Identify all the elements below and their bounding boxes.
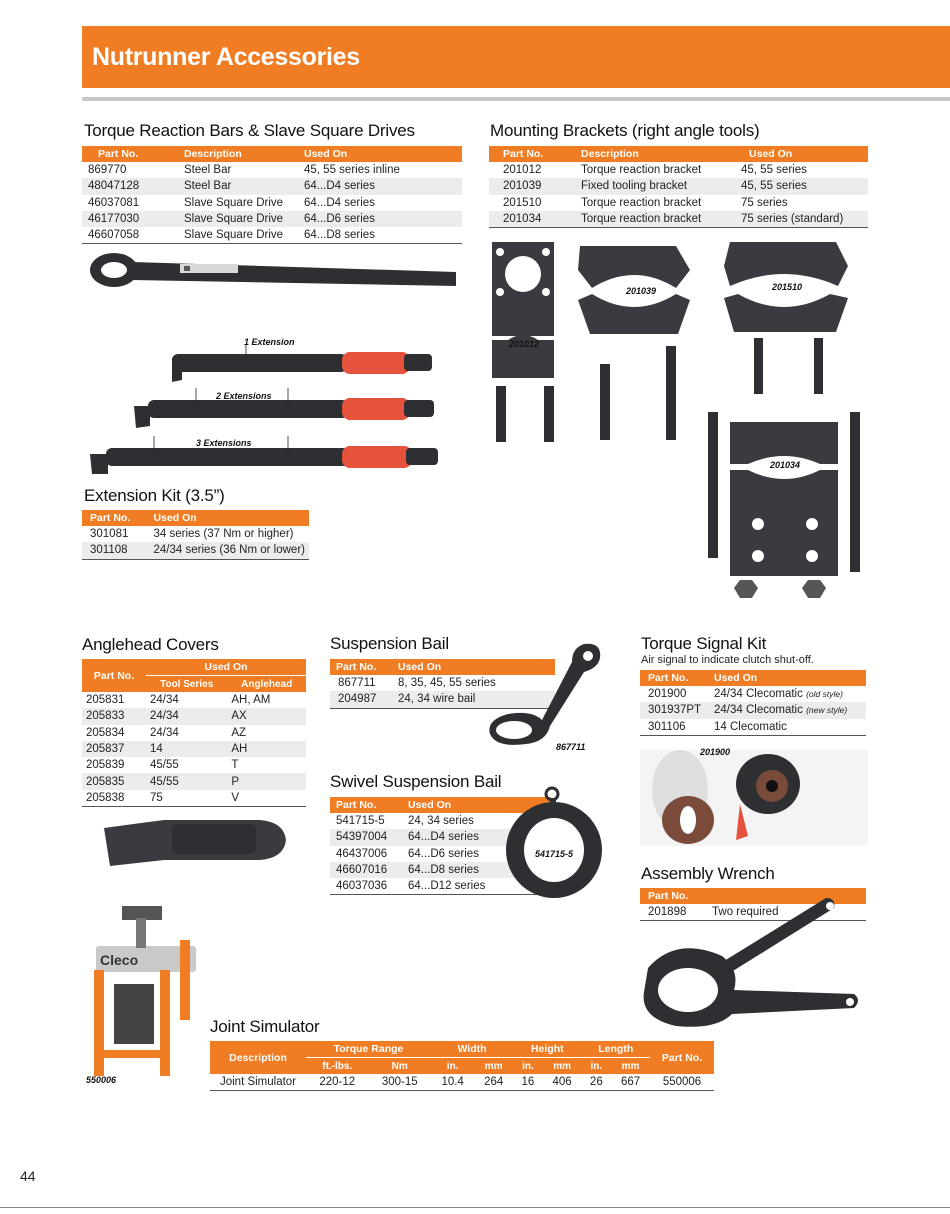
cell: AX	[227, 708, 306, 724]
cell: Joint Simulator	[219, 1076, 297, 1089]
cell	[710, 702, 866, 718]
cleco-logo: Cleco	[100, 952, 139, 968]
cell: 46037036	[336, 880, 388, 893]
cell	[710, 686, 866, 702]
suspension-bail-title: Suspension Bail	[330, 634, 449, 653]
style-note: (new style)	[806, 705, 848, 716]
table-row	[82, 211, 462, 227]
col-ftlbs: ft.-lbs.	[306, 1058, 368, 1075]
cell: 205833	[82, 708, 146, 724]
swivel-bail-title: Swivel Suspension Bail	[330, 772, 502, 791]
extensions-illustration	[86, 336, 456, 476]
label-201039: 201039	[626, 286, 657, 296]
torque-signal-illustration	[640, 744, 868, 848]
col-width-in: in.	[431, 1058, 474, 1075]
label-3-extensions: 3 Extensions	[196, 438, 252, 448]
label-201012: 201012	[509, 339, 540, 349]
table-row	[82, 790, 306, 807]
col-part-no: Part No.	[489, 146, 577, 162]
table-row	[640, 686, 866, 702]
cell: 24/34	[146, 708, 227, 724]
col-used-on: Used On	[300, 146, 462, 162]
col-height-mm: mm	[543, 1058, 582, 1075]
cell: 201900	[648, 688, 687, 701]
col-length-in: in.	[582, 1058, 612, 1075]
col-used-on: Used On	[710, 670, 866, 686]
cell: 46607016	[330, 862, 404, 878]
cell: 201039	[489, 178, 577, 194]
col-nm: Nm	[368, 1058, 430, 1075]
table-header-row	[82, 146, 462, 162]
cell: 541715-5	[336, 815, 385, 828]
table-row	[82, 741, 306, 757]
mounting-brackets-table	[489, 146, 868, 228]
cell: 46177030	[82, 211, 180, 227]
col-part-no: Part No.	[330, 797, 404, 813]
extension-kit-title: Extension Kit (3.5”)	[84, 486, 225, 505]
cell: 10.4	[441, 1076, 464, 1089]
used-on-text: 14 Clecomatic	[714, 720, 787, 733]
cell: 64...D8 series	[304, 229, 375, 242]
cell: 24/34 series (36 Nm or lower)	[150, 542, 309, 559]
cell: 46607058	[88, 229, 140, 242]
cell: 205837	[82, 741, 146, 757]
cell: 301108	[82, 542, 150, 559]
col-width: Width	[431, 1041, 513, 1058]
table-row	[210, 1074, 714, 1091]
label-541715-5: 541715-5	[535, 849, 574, 859]
joint-simulator-title: Joint Simulator	[210, 1017, 320, 1036]
cell: 201012	[503, 164, 542, 177]
brackets-illustration	[486, 236, 866, 606]
table-row	[82, 773, 306, 789]
cell: 26	[589, 1076, 603, 1089]
cell: 64...D12 series	[408, 880, 486, 893]
anglehead-covers-title: Anglehead Covers	[82, 635, 219, 654]
cell: P	[227, 773, 306, 789]
col-part-no: Part No.	[82, 510, 150, 526]
table-header-row	[210, 1041, 714, 1058]
cell: 75	[150, 791, 163, 804]
cell: 24/34	[150, 726, 179, 739]
table-row	[82, 526, 309, 542]
cell: 48047128	[82, 178, 180, 194]
page-number: 44	[20, 1168, 36, 1184]
cell: 64...D4 series	[300, 178, 462, 194]
col-used-on: Used On	[150, 510, 309, 526]
table-row	[82, 162, 462, 178]
col-part-no: Part No.	[640, 670, 710, 686]
cell: 64...D6 series	[408, 847, 479, 860]
cell: 667	[620, 1076, 641, 1089]
table-row	[489, 178, 868, 194]
cell: 300-15	[381, 1076, 418, 1089]
cell: Torque reaction bracket	[577, 211, 737, 228]
cell: 301106	[648, 720, 686, 733]
cell: 205834	[86, 726, 125, 739]
cell: Steel Bar	[184, 164, 232, 177]
col-height: Height	[513, 1041, 581, 1058]
col-height-in: in.	[513, 1058, 543, 1075]
table-row	[82, 757, 306, 773]
label-2-extensions: 2 Extensions	[216, 391, 272, 401]
table-header-row	[489, 146, 868, 162]
col-description: Description	[180, 146, 300, 162]
banner-divider	[82, 97, 950, 101]
cell: Two required	[712, 906, 779, 919]
col-used-on: Used On	[146, 659, 306, 676]
cell: Slave Square Drive	[180, 211, 300, 227]
cell: 46437006	[336, 847, 388, 860]
cell: 46037081	[88, 196, 140, 209]
cell: 264	[484, 1076, 504, 1089]
table-row	[489, 211, 868, 228]
cell: 8, 35, 45, 55 series	[398, 677, 496, 690]
col-width-mm: mm	[474, 1058, 513, 1075]
table-row	[489, 162, 868, 178]
table-row	[82, 195, 462, 211]
table-row	[82, 178, 462, 194]
cell: 64...D6 series	[300, 211, 462, 227]
cell: 64...D4 series	[404, 829, 551, 845]
cell: 205835	[82, 773, 146, 789]
cell: 550006	[662, 1076, 702, 1089]
extension-kit-table	[82, 510, 309, 560]
cell: 201034	[489, 211, 577, 228]
label-550006: 550006	[86, 1075, 117, 1085]
table-header-row	[82, 659, 306, 676]
page-banner	[82, 26, 950, 88]
cell: 301081	[90, 528, 129, 541]
suspension-bail-illustration	[480, 638, 610, 756]
label-1-extension: 1 Extension	[244, 337, 295, 347]
table-header-row	[82, 510, 309, 526]
cell: 205839	[86, 759, 125, 772]
col-anglehead: Anglehead	[227, 676, 306, 693]
table-row	[82, 542, 309, 559]
cell: AH	[227, 741, 306, 757]
col-length-mm: mm	[611, 1058, 650, 1075]
col-description: Description	[210, 1041, 306, 1074]
table-row	[640, 702, 866, 718]
cell: 869770	[88, 164, 127, 177]
joint-simulator-table	[210, 1041, 714, 1091]
cell: 14	[146, 741, 227, 757]
cell: 34 series (37 Nm or higher)	[153, 528, 294, 541]
table-row	[82, 708, 306, 724]
col-used-on: Used On	[737, 146, 868, 162]
cell: 64...D4 series	[304, 196, 375, 209]
cell: 205838	[86, 791, 125, 804]
col-description: Description	[577, 146, 737, 162]
cell: 54397004	[330, 829, 404, 845]
cell: Torque reaction bracket	[581, 164, 702, 177]
swivel-bail-illustration	[504, 786, 608, 904]
cell: 301937PT	[640, 702, 710, 718]
cell: 867711	[338, 677, 376, 690]
page-title: Nutrunner Accessories	[92, 42, 360, 71]
cell: 24/34	[150, 694, 179, 707]
cell: 16	[521, 1076, 535, 1089]
cell: Torque reaction bracket	[581, 196, 702, 209]
col-length: Length	[582, 1041, 651, 1058]
cell: 201510	[503, 196, 542, 209]
torque-signal-table	[640, 670, 866, 736]
cell: 24, 34 series	[408, 815, 474, 828]
anglehead-covers-table	[82, 659, 306, 807]
col-used-on: Used On	[394, 659, 555, 675]
label-867711: 867711	[556, 742, 586, 752]
col-part-no: Part No.	[640, 888, 708, 904]
label-201510: 201510	[772, 282, 803, 292]
cell: 45/55	[150, 759, 179, 772]
label-201034: 201034	[770, 460, 801, 470]
style-note: (old style)	[806, 689, 843, 700]
used-on-text: 24/34 Clecomatic	[714, 704, 803, 717]
col-part-no: Part No.	[82, 659, 146, 692]
cell: AZ	[231, 726, 247, 739]
col-used-on: Used On	[404, 797, 551, 813]
cell: 75 series	[741, 196, 788, 209]
used-on-text: 24/34 Clecomatic	[714, 688, 803, 701]
table-header-row	[640, 670, 866, 686]
cell: T	[231, 759, 239, 772]
col-part-no: Part No.	[82, 146, 180, 162]
joint-simulator-illustration	[84, 900, 204, 1082]
cell: 45, 55 series	[737, 178, 868, 194]
cell: 64...D8 series	[404, 862, 551, 878]
label-201900: 201900	[700, 747, 731, 757]
mounting-brackets-title: Mounting Brackets (right angle tools)	[490, 121, 760, 140]
cell: 45, 55 series inline	[304, 164, 400, 177]
assembly-wrench-illustration	[636, 896, 864, 1030]
table-row	[82, 725, 306, 741]
col-part-no: Part No.	[650, 1041, 714, 1074]
cell: V	[231, 791, 240, 804]
footer-divider	[0, 1207, 950, 1208]
assembly-wrench-title: Assembly Wrench	[641, 864, 775, 883]
table-row	[489, 195, 868, 211]
cell: 45, 55 series	[741, 164, 807, 177]
cell: 24, 34 wire bail	[394, 691, 555, 708]
cell	[710, 719, 866, 736]
anglehead-cover-illustration	[100, 814, 290, 868]
table-row	[82, 692, 306, 708]
cell: 75 series (standard)	[737, 211, 868, 228]
cell: 205831	[86, 694, 125, 707]
table-row	[82, 227, 462, 244]
cell: 220-12	[319, 1076, 356, 1089]
steel-bar-illustration	[88, 250, 460, 294]
cell: Slave Square Drive	[184, 196, 284, 209]
col-part-no: Part No.	[330, 659, 394, 675]
cell: 201898	[648, 906, 687, 919]
cell: Slave Square Drive	[184, 229, 284, 242]
torque-signal-title: Torque Signal Kit	[641, 634, 767, 653]
cell: 406	[552, 1076, 572, 1089]
col-tool-series: Tool Series	[146, 676, 227, 693]
cell: 204987	[330, 691, 394, 708]
torque-reaction-title: Torque Reaction Bars & Slave Square Drives	[84, 121, 415, 140]
cell: 45/55	[146, 773, 227, 789]
torque-reaction-table	[82, 146, 462, 244]
cell: Steel Bar	[180, 178, 300, 194]
cell: AH, AM	[231, 694, 271, 707]
cell: Fixed tooling bracket	[577, 178, 737, 194]
col-torque-range: Torque Range	[306, 1041, 431, 1058]
table-row	[640, 719, 866, 736]
torque-signal-subtitle: Air signal to indicate clutch shut-off.	[641, 654, 814, 666]
